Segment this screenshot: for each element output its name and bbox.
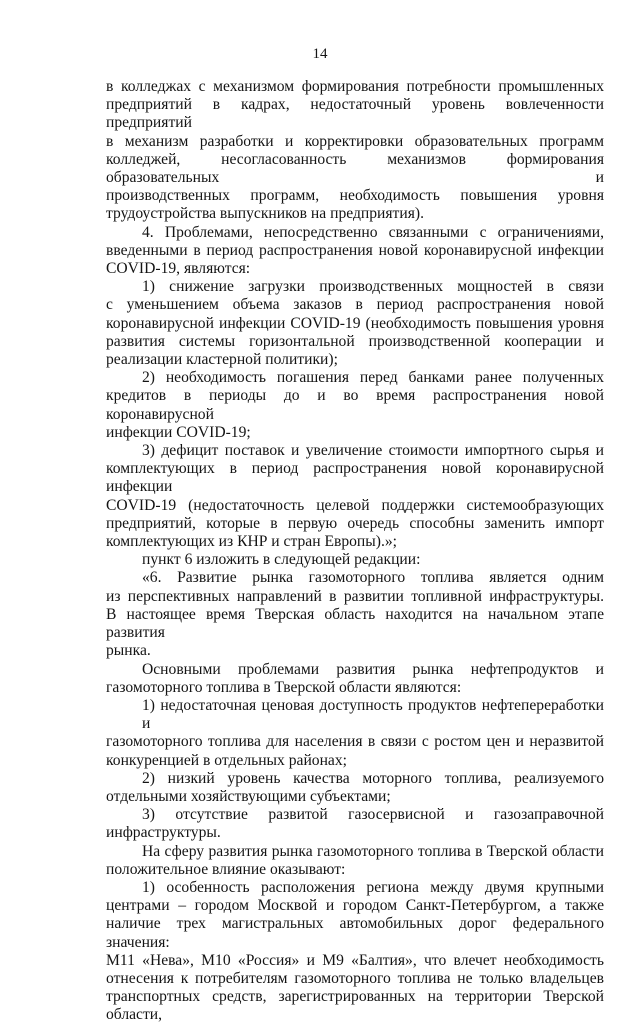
text-line: инфраструктуры. bbox=[106, 824, 221, 842]
text-line: из перспективных направлений в развитии топливной инфраструктуры. bbox=[106, 587, 604, 605]
text-line: колледжей, несогласованность механизмов формирования образовательных и bbox=[106, 150, 604, 187]
text-line: в механизм разработки и корректировки образовательных программ bbox=[106, 132, 604, 150]
page-number: 14 bbox=[312, 46, 328, 62]
text-line: предприятий, которые в первую очередь способны заменить импорт bbox=[106, 514, 604, 532]
text-line: COVID-19, являются: bbox=[106, 260, 251, 278]
text-line: реализации кластерной политики); bbox=[106, 351, 338, 369]
text-line: газомоторного топлива в Тверской области являются: bbox=[106, 678, 462, 696]
text-line: отдельными хозяйствующими субъектами; bbox=[106, 787, 391, 805]
text-line: 4. Проблемами, непосредственно связанными с ограничениями, bbox=[142, 223, 604, 241]
text-line: «6. Развитие рынка газомоторного топлива является одним bbox=[142, 569, 604, 587]
text-line: COVID-19 (недостаточность целевой поддержки системообразующих bbox=[106, 496, 604, 514]
text-line: наличие трех магистральных автомобильных дорог федерального значения: bbox=[106, 915, 604, 951]
text-line: На сферу развития рынка газомоторного топлива в Тверской области bbox=[142, 842, 604, 860]
text-line: 1) недостаточная ценовая доступность продуктов нефтепереработки и bbox=[142, 696, 604, 733]
text-line: отнесения к потребителям газомоторного топлива не только владельцев bbox=[106, 969, 604, 987]
document-body bbox=[106, 78, 604, 1025]
text-line: пункт 6 изложить в следующей редакции: bbox=[142, 551, 421, 569]
text-line: 2) необходимость погашения перед банками ранее полученных bbox=[142, 369, 604, 387]
text-line: 3) отсутствие развитой газосервисной и газозаправочной bbox=[142, 806, 604, 824]
text-line: М11 «Нева», М10 «Россия» и М9 «Балтия», что влечет необходимость bbox=[106, 951, 604, 969]
text-line: инфекции COVID-19; bbox=[106, 423, 251, 441]
text-line: развития системы горизонтальной производственной кооперации и bbox=[106, 332, 604, 350]
text-line: 1) особенность расположения региона между двумя крупными bbox=[142, 878, 604, 896]
text-line: с уменьшением объема заказов в период распространения новой bbox=[106, 296, 604, 314]
text-line: 1) снижение загрузки производственных мощностей в связи bbox=[142, 278, 604, 296]
text-line: предприятий в кадрах, недостаточный уровень вовлеченности предприятий bbox=[106, 96, 604, 132]
text-line: В настоящее время Тверская область находится на начальном этапе развития bbox=[106, 605, 604, 642]
text-line: комплектующих в период распространения новой коронавирусной инфекции bbox=[106, 460, 604, 496]
text-line: транспортных средств, зарегистрированных на территории Тверской области, bbox=[106, 988, 604, 1024]
text-line: 3) дефицит поставок и увеличение стоимости импортного сырья и bbox=[142, 442, 604, 460]
text-line: газомоторного топлива для населения в связи с ростом цен и неразвитой bbox=[106, 733, 604, 751]
text-line: производственных программ, необходимость повышения уровня bbox=[106, 187, 604, 205]
text-line: Основными проблемами развития рынка нефтепродуктов и bbox=[142, 660, 604, 678]
text-line: в колледжах с механизмом формирования потребности промышленных bbox=[106, 78, 604, 95]
text-line: коронавирусной инфекции COVID-19 (необходимость повышения уровня bbox=[106, 314, 604, 332]
text-line: кредитов в периоды до и во время распространения новой коронавирусной bbox=[106, 387, 604, 423]
text-line: введенными в период распространения новой коронавирусной инфекции bbox=[106, 241, 604, 259]
text-line: 2) низкий уровень качества моторного топлива, реализуемого bbox=[142, 769, 604, 787]
text-line: конкуренцией в отдельных районах; bbox=[106, 751, 347, 769]
text-line: рынка. bbox=[106, 642, 151, 660]
text-line: трудоустройства выпускников на предприятия). bbox=[106, 205, 424, 223]
text-line: положительное влияние оказывают: bbox=[106, 860, 346, 878]
text-line: комплектующих из КНР и стран Европы).»; bbox=[106, 533, 397, 551]
text-line: центрами – городом Москвой и городом Санкт-Петербургом, а также bbox=[106, 897, 604, 915]
